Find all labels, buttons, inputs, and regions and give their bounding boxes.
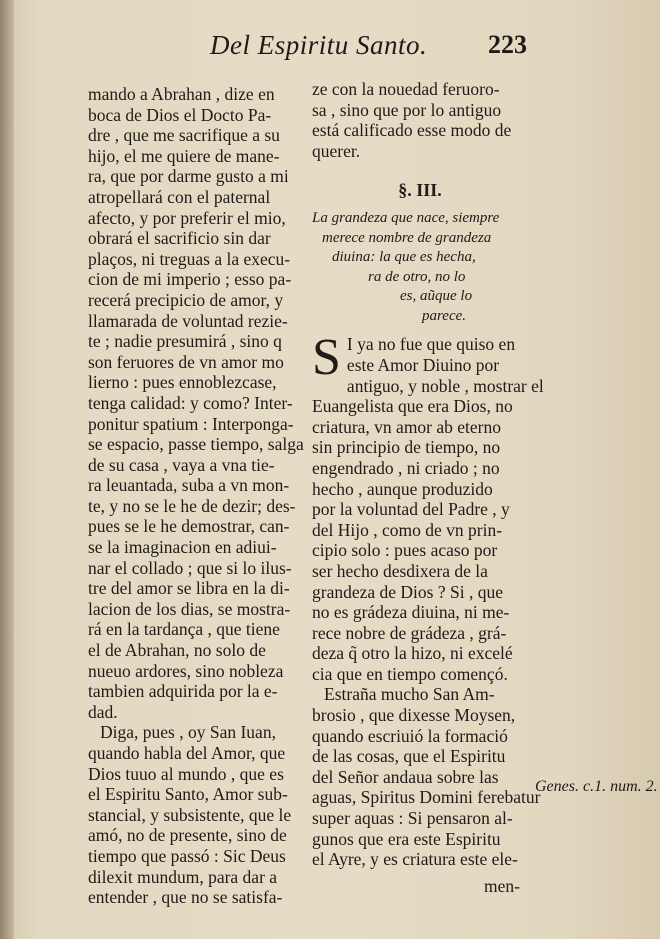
text-line: aguas, Spiritus Domini ferebatur <box>312 787 541 808</box>
text-line: antiguo, y noble , mostrar el <box>346 375 544 396</box>
margin-note-line: 1. num. 2. <box>594 778 658 795</box>
text-line: del Señor andaua sobre las <box>312 766 499 787</box>
text-line: tre del amor se libra en la di- <box>88 578 290 599</box>
text-line: stancial, y subsistente, que le <box>88 804 292 825</box>
summary-line: diuina: la que es hecha, <box>332 249 476 266</box>
text-line: gunos que era este Espiritu <box>312 828 501 849</box>
left-column <box>88 84 302 908</box>
text-line: super aquas : Si pensaron al- <box>312 808 513 829</box>
text-line: mando a Abrahan , dize en <box>88 84 275 104</box>
text-line: tiempo que passó : Sic Deus <box>88 845 286 866</box>
text-line: este Amor Diuino por <box>346 354 500 375</box>
text-line: dad. <box>88 701 118 722</box>
text-line: quando escriuió la formació <box>312 725 508 746</box>
text-line: el Espiritu Santo, Amor sub- <box>88 784 288 805</box>
text-line: grandeza de Dios ? Si , que <box>312 581 503 602</box>
right-column <box>312 79 544 870</box>
text-line: ze con la nouedad feruoro- <box>312 79 500 99</box>
margin-citation <box>535 777 658 797</box>
margin-note-line: Genes. c. <box>535 778 595 795</box>
text-line: engendrado , ni criado ; no <box>312 457 500 478</box>
summary-line: es, aũque lo <box>400 288 473 305</box>
text-line: por la voluntad del Padre , y <box>312 499 510 520</box>
text-line: se la imaginacion en adiui- <box>88 537 277 558</box>
text-line: atropellará con el paternal <box>88 186 271 207</box>
text-line: brosio , que dixesse Moysen, <box>312 705 516 726</box>
summary-line: ra de otro, no lo <box>368 268 466 285</box>
text-line: obrará el sacrificio sin dar <box>88 228 271 249</box>
text-line: deza q̃ otro la hizo, ni excelé <box>312 643 513 664</box>
text-line: dilexit mundum, para dar a <box>88 866 278 887</box>
text-line: ra leuantada, suba a vn mon- <box>88 475 290 496</box>
text-line: Estraña mucho San Am- <box>324 684 495 705</box>
text-line: ser hecho desdixera de la <box>312 560 488 581</box>
text-line: rá en la tardança , que tiene <box>88 619 280 640</box>
text-line: cia que en tiempo començó. <box>312 663 508 684</box>
text-line: te, y no se le he de dezir; des- <box>88 495 296 516</box>
text-line: querer. <box>312 140 361 161</box>
text-line: de su casa , vaya a vna tie- <box>88 454 275 475</box>
text-line: tambien adquirida por la e- <box>88 681 278 702</box>
section-summary <box>312 209 528 326</box>
text-line: lacion de los dias, se mostra- <box>88 598 291 619</box>
summary-line: parece. <box>422 307 467 324</box>
text-line: cipio solo : pues acaso por <box>312 540 498 561</box>
text-line: son feruores de vn amor mo <box>88 351 284 372</box>
text-line: Diga, pues , oy San Iuan, <box>100 722 276 743</box>
text-line: sa , sino que por lo antiguo <box>312 99 502 120</box>
page-gutter <box>0 0 14 939</box>
text-line: cion de mi imperio ; esso pa- <box>88 269 292 290</box>
summary-line: La grandeza que nace, siempre <box>312 210 500 227</box>
catchword: men- <box>484 876 520 896</box>
text-line: amó, no de presente, sino de <box>88 825 287 846</box>
text-line: pues se le he demostrar, can- <box>88 516 290 537</box>
text-line: Dios tuuo al mundo , que es <box>88 763 284 784</box>
text-line: I ya no fue que quiso en <box>346 334 516 355</box>
text-line: quando habla del Amor, que <box>88 743 286 763</box>
text-line: te ; nadie presumirá , sino q <box>88 331 282 352</box>
text-line: nueuo ardores, sino nobleza <box>88 660 284 681</box>
text-line: no es grádeza diuina, ni me- <box>312 602 510 623</box>
text-line: se espacio, passe tiempo, salga <box>88 434 304 455</box>
drop-cap: S <box>312 329 341 387</box>
text-line: llamarada de voluntad rezie- <box>88 310 288 331</box>
text-line: hecho , aunque produzido <box>312 478 493 499</box>
text-line: del Hijo , como de vn prin- <box>312 519 503 540</box>
text-line: rece nobre de grádeza , grá- <box>312 622 507 643</box>
text-line: dre , que me sacrifique a su <box>88 125 280 146</box>
text-line: lierno : pues ennoblezcase, <box>88 372 277 393</box>
text-line: tenga calidad: y como? Inter- <box>88 392 293 413</box>
text-line: hijo, el me quiere de mane- <box>88 145 280 166</box>
text-line: afecto, y por preferir el mio, <box>88 207 286 228</box>
text-line: nar el collado ; que si lo ilus- <box>88 557 292 578</box>
text-line: boca de Dios el Docto Pa- <box>88 104 272 125</box>
page-number: 223 <box>488 30 527 59</box>
text-line: recerá precipicio de amor, y <box>88 289 284 310</box>
right-column-top-text <box>312 79 528 161</box>
running-title: Del Espiritu Santo. <box>210 30 428 60</box>
text-line: ra, que por darme gusto a mi <box>88 166 289 187</box>
text-line: de las cosas, que el Espiritu <box>312 746 506 767</box>
text-line: entender , que no se satisfa- <box>88 887 283 908</box>
section-heading: §. III. <box>398 180 442 201</box>
text-line: Euangelista que era Dios, no <box>312 396 513 417</box>
section-body <box>312 329 544 870</box>
text-line: sin principio de tiempo, no <box>312 437 501 458</box>
text-line: criatura, vn amor ab eterno <box>312 416 502 437</box>
text-line: el de Abrahan, no solo de <box>88 640 266 661</box>
text-line: está calificado esse modo de <box>312 120 512 141</box>
text-line: plaços, ni treguas a la execu- <box>88 248 291 269</box>
text-line: el Ayre, y es criatura este ele- <box>312 849 518 870</box>
summary-line: merece nombre de grandeza <box>322 229 492 246</box>
text-line: ponitur spatium : Interponga- <box>88 413 294 434</box>
